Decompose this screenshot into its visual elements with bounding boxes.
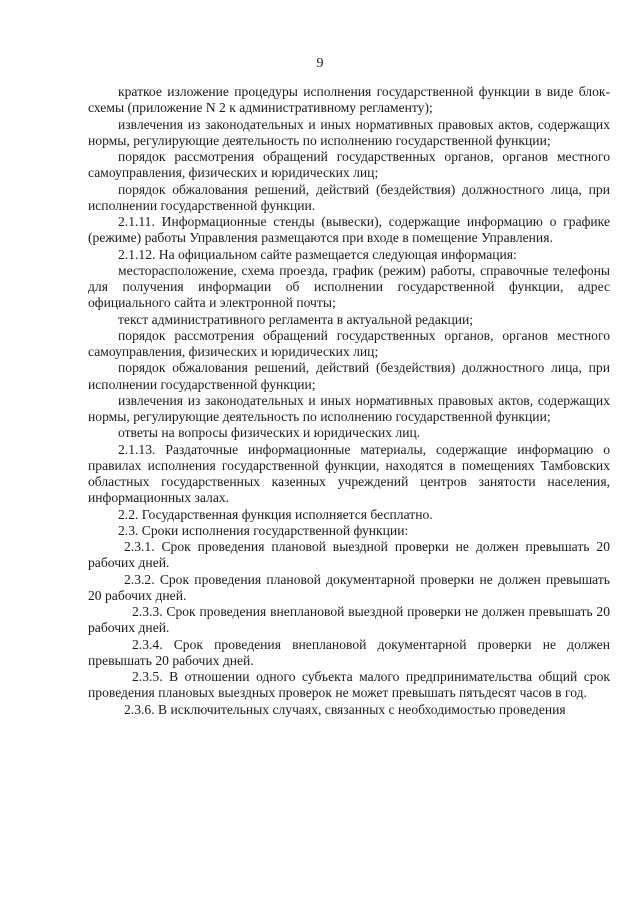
paragraph: 2.3.2. Срок проведения плановой документарной проверки не должен превышать 20 рабочих дней. — [88, 571, 610, 603]
paragraph: 2.2. Государственная функция исполняется бесплатно. — [118, 506, 433, 522]
paragraph: порядок обжалования решений, действий (бездействия) должностного лица, при исполнении государственной функции; — [88, 360, 610, 392]
paragraph: 2.3.4. Срок проведения внеплановой документарной проверки не должен превышать 20 рабочих дней. — [88, 636, 610, 668]
paragraph: 2.3.5. В отношении одного субъекта малого предпринимательства общий срок проведения плановых выездных проверок не может превышать пятьдесят часов в год. — [88, 669, 610, 701]
paragraph: 2.3.6. В исключительных случаях, связанных с необходимостью проведения — [124, 701, 566, 717]
paragraph: 2.3. Сроки исполнения государственной функции: — [118, 522, 409, 538]
document-body — [88, 84, 610, 718]
paragraph: 2.3.3. Срок проведения внеплановой выездной проверки не должен превышать 20 рабочих дней. — [88, 604, 610, 636]
paragraph: 2.1.12. На официальном сайте размещается следующая информация: — [118, 246, 517, 262]
paragraph: порядок рассмотрения обращений государственных органов, органов местного самоуправления, физических и юридических лиц; — [88, 327, 610, 359]
paragraph: краткое изложение процедуры исполнения государственной функции в виде блок-схемы (приложение N 2 к административному регламенту); — [88, 84, 610, 116]
paragraph: извлечения из законодательных и иных нормативных правовых актов, содержащих нормы, регулирующие деятельность по исполнению государственной функции; — [88, 116, 610, 148]
paragraph: текст административного регламента в актуальной редакции; — [118, 311, 474, 327]
page-number: 9 — [316, 56, 324, 71]
paragraph: порядок обжалования решений, действий (бездействия) должностного лица, при исполнении государственной функции. — [88, 181, 610, 213]
paragraph: 2.3.1. Срок проведения плановой выездной проверки не должен превышать 20 рабочих дней. — [88, 539, 610, 571]
paragraph: 2.1.11. Информационные стенды (вывески), содержащие информацию о графике (режиме) работы Управления размещаются при входе в помещение Управления. — [88, 214, 610, 246]
paragraph: ответы на вопросы физических и юридических лиц. — [118, 425, 421, 441]
paragraph: 2.1.13. Раздаточные информационные материалы, содержащие информацию о правилах исполнения государственной функции, находятся в помещениях Тамбовских областных государственных казенных учреждений центров занятости населения, информационных залах. — [88, 441, 610, 506]
paragraph: месторасположение, схема проезда, график (режим) работы, справочные телефоны для получения информации об исполнении государственной функции, адрес официального сайта и электронной почты; — [88, 262, 610, 311]
paragraph: порядок рассмотрения обращений государственных органов, органов местного самоуправления, физических и юридических лиц; — [88, 149, 610, 181]
paragraph: извлечения из законодательных и иных нормативных правовых актов, содержащих нормы, регулирующие деятельность по исполнению государственной функции; — [88, 392, 610, 424]
